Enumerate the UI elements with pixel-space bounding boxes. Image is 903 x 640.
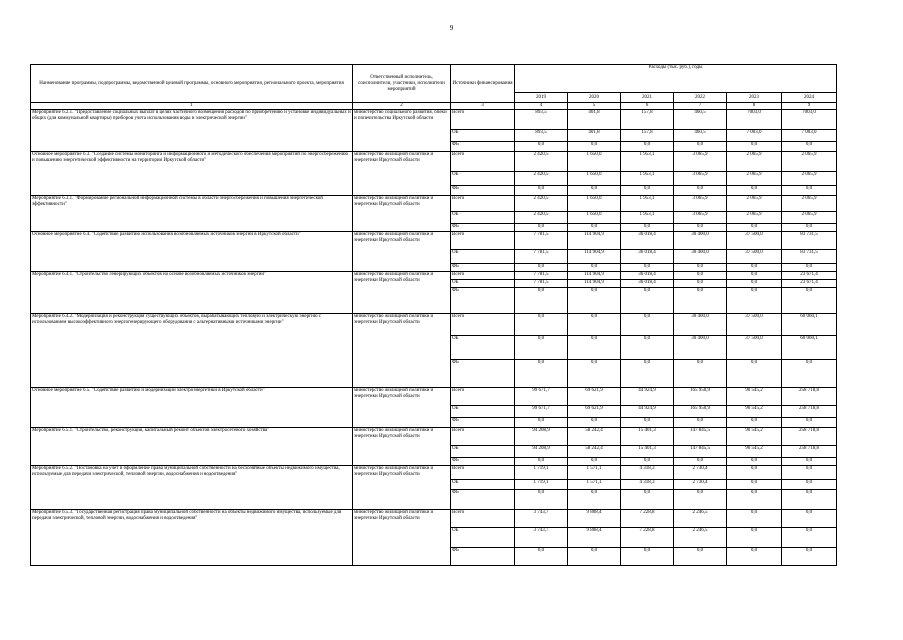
expense-value: 30 400,0 [674,336,727,360]
expense-value: 114 904,9 [568,232,621,250]
activity-name: Мероприятие 6.5.1. "Строительство, реконструкция, капитальный ремонт объектов электросетевого хозяйства" [31,428,353,466]
expense-value: 15 401,3 [621,428,674,446]
expense-value: 0,0 [568,264,621,272]
expense-value: 36 018,4 [621,232,674,250]
expense-value: 0,0 [674,186,727,196]
expense-value: 0,0 [568,490,621,510]
expense-value: 0,0 [727,280,782,288]
expense-value: 2 246,5 [674,510,727,528]
expense-value: 7 781,5 [515,280,568,288]
table-row [31,196,837,212]
responsible-executor: министерство социального развития, опеки и попечительства Иркутской области [353,110,451,152]
expense-value: 0,0 [782,548,837,566]
expense-value: 0,0 [515,490,568,510]
expense-value: 0,0 [727,142,782,152]
funding-source: ФБ [451,360,515,388]
header-year-2022: 2022 [674,93,727,103]
expense-value: 1 571,1 [568,480,621,490]
funding-source: ФБ [451,490,515,510]
responsible-executor: министерство жилищной политики и энергетики Иркутской области [353,428,451,466]
funding-source: Всего [451,388,515,406]
expense-value: 165 950,9 [674,388,727,406]
expense-value: 0,0 [782,510,837,528]
expense-value: 0,0 [568,224,621,232]
table-row [31,466,837,480]
column-number: 4 [515,103,568,110]
expense-value: 15 401,3 [621,446,674,458]
expense-value: 0,0 [515,548,568,566]
expense-value: 157,8 [621,130,674,142]
expense-value: 0,0 [621,548,674,566]
expense-value: 0,0 [515,314,568,336]
funding-source: ОБ [451,212,515,224]
header-year-2020: 2020 [568,93,621,103]
expense-value: 94 208,9 [515,446,568,458]
expense-value: 1 650,0 [568,152,621,172]
expense-value: 7 003,0 [782,130,837,142]
expense-value: 0,0 [782,480,837,490]
expense-value: 0,0 [727,480,782,490]
expense-value: 7 228,8 [621,528,674,548]
expense-value: 0,0 [515,288,568,314]
expense-value: 44 924,9 [621,406,674,418]
column-number: 8 [727,103,782,110]
expense-value: 0,0 [674,360,727,388]
expense-value: 0,0 [515,336,568,360]
funding-source: ОБ [451,280,515,288]
expense-value: 2 065,9 [782,212,837,224]
funding-source: ОБ [451,250,515,264]
expense-value: 0,0 [515,418,568,428]
expense-value: 0,0 [727,548,782,566]
expense-value: 0,0 [568,458,621,466]
expense-value: 0,0 [621,142,674,152]
expense-value: 2 420,5 [515,196,568,212]
expense-value: 2 730,4 [674,480,727,490]
expense-value: 0,0 [621,360,674,388]
expense-value: 23 671,4 [782,280,837,288]
expense-value: 114 904,9 [568,250,621,264]
expense-value: 2 730,4 [674,466,727,480]
expense-value: 0,0 [782,458,837,466]
expense-value: 0,0 [727,264,782,272]
expense-value: 37 500,0 [727,336,782,360]
funding-source: ФБ [451,548,515,566]
expense-value: 3 065,9 [674,152,727,172]
expense-value: 2 065,9 [782,152,837,172]
expense-value: 4 318,3 [621,480,674,490]
table-row [31,388,837,406]
expense-value: 0,0 [515,458,568,466]
expense-value: 0,0 [621,224,674,232]
expense-value: 0,0 [727,466,782,480]
page-number: 9 [449,24,454,32]
expense-value: 7 781,5 [515,272,568,280]
funding-source: Всего [451,110,515,130]
responsible-executor: министерство жилищной политики и энергетики Иркутской области [353,232,451,272]
header-year-2024: 2024 [782,93,837,103]
expense-value: 0,0 [727,490,782,510]
expense-value: 258 718,8 [782,406,837,418]
expense-value: 30 400,0 [674,232,727,250]
funding-source: ОБ [451,130,515,142]
funding-source: ОБ [451,406,515,418]
expense-value: 258 718,8 [782,446,837,458]
expense-value: 2 420,5 [515,152,568,172]
funding-source: ФБ [451,418,515,428]
expense-value: 90 545,2 [727,446,782,458]
expense-value: 114 904,9 [568,272,621,280]
expense-value: 157,8 [621,110,674,130]
table-header [31,65,837,110]
expense-value: 0,0 [782,186,837,196]
expense-value: 165 950,9 [674,406,727,418]
responsible-executor: министерство жилищной политики и энергетики Иркутской области [353,196,451,232]
expense-value: 9 808,4 [568,528,621,548]
expense-value: 60 060,1 [782,314,837,336]
funding-source: ФБ [451,142,515,152]
expense-value: 0,0 [727,186,782,196]
expense-value: 258 718,8 [782,388,837,406]
activity-name: Мероприятие 6.5.3. "Государственная регистрация права муниципальной собственности на объекты недвижимого имущества, используемые для передачи электрической, тепловой энергии, водоснабжения и водоотведения" [31,510,353,566]
expense-value: 0,0 [782,418,837,428]
header-year-2019: 2019 [515,93,568,103]
table-row [31,510,837,528]
expense-value: 0,0 [674,142,727,152]
header-year-2021: 2021 [621,93,674,103]
expense-value: 0,0 [515,224,568,232]
expense-value: 2 246,5 [674,528,727,548]
expense-value: 90 545,2 [727,406,782,418]
expense-value: 0,0 [621,490,674,510]
expense-value: 0,0 [568,142,621,152]
expense-value: 69 621,9 [568,406,621,418]
activity-name: Мероприятие 6.4.2. "Модернизация и реконструкция существующих объектов, вырабатывающих тепловую и электрическую энергию с использованием высокоэффективного энергогенерирующего оборудования с альтернативными источниками энергии" [31,314,353,388]
header-responsible: Ответственный исполнитель, соисполнители, участники, исполнители мероприятий [353,65,451,103]
responsible-executor: министерство жилищной политики и энергетики Иркутской области [353,152,451,196]
expense-value: 7 781,5 [515,232,568,250]
expense-value: 9 808,4 [568,510,621,528]
expense-value: 23 671,4 [782,272,837,280]
funding-source: ОБ [451,480,515,490]
expense-value: 2 065,9 [782,172,837,186]
responsible-executor: министерство жилищной политики и энергетики Иркутской области [353,466,451,510]
expense-value: 7 003,0 [727,130,782,142]
expense-value: 0,0 [727,272,782,280]
expense-value: 3 065,9 [674,196,727,212]
responsible-executor: министерство жилищной политики и энергетики Иркутской области [353,314,451,388]
expense-value: 1 650,0 [568,196,621,212]
expense-value: 37 500,0 [727,314,782,336]
funding-source: Всего [451,466,515,480]
expense-value: 0,0 [782,264,837,272]
expense-value: 0,0 [568,360,621,388]
expense-value: 1 719,1 [515,466,568,480]
funding-source: Всего [451,428,515,446]
expense-value: 3 065,9 [674,172,727,186]
expense-value: 7003,0 [782,110,837,130]
responsible-executor: министерство жилищной политики и энергетики Иркутской области [353,272,451,314]
header-name: Наименование программы, подпрограммы, ведомственной целевой программы, основного мероприятия, регионального проекта, мероприятия [31,65,353,103]
expense-value: 0,0 [782,490,837,510]
funding-source: Всего [451,314,515,336]
expense-value: 0,0 [621,418,674,428]
expense-value: 0,0 [621,458,674,466]
funding-source: ОБ [451,528,515,548]
expense-value: 2 065,9 [782,196,837,212]
expense-value: 147 845,5 [674,428,727,446]
expense-value: 1 953,1 [621,152,674,172]
expense-value: 44 924,9 [621,388,674,406]
column-number: 9 [782,103,837,110]
funding-source: Всего [451,196,515,212]
expense-value: 0,0 [782,360,837,388]
expense-value: 2 065,9 [727,172,782,186]
activity-name: Основное мероприятие 6.5. "Содействие развитию и модернизации электроэнергетики в Иркутской области" [31,388,353,428]
expense-value: 0,0 [727,528,782,548]
budget-table [30,64,837,566]
column-number: 7 [674,103,727,110]
expense-value: 36 018,4 [621,250,674,264]
expense-value: 30 400,0 [674,250,727,264]
expense-value: 0,0 [782,528,837,548]
funding-source: ФБ [451,288,515,314]
expense-value: 0,0 [568,186,621,196]
funding-source: ФБ [451,224,515,232]
expense-value: 147 845,5 [674,446,727,458]
funding-source: Всего [451,272,515,280]
expense-value: 7 781,5 [515,250,568,264]
expense-value: 37 500,0 [727,250,782,264]
column-number: 5 [568,103,621,110]
expense-value: 0,0 [727,510,782,528]
expense-value: 1 953,1 [621,196,674,212]
expense-value: 0,0 [621,288,674,314]
expense-value: 1 953,1 [621,172,674,186]
funding-source: Всего [451,152,515,172]
activity-name: Мероприятие 6.2.1. "Предоставление социальных выплат в целях частичного возмещения расходов по приобретению и установке индивидуальных и общих (для коммунальной квартиры) приборов учета использования воды и электрической энергии" [31,110,353,152]
expense-value: 0,0 [515,186,568,196]
expense-value: 893,5 [515,110,568,130]
expense-value: 0,0 [674,490,727,510]
expense-value: 90 545,2 [727,388,782,406]
expense-value: 7 228,8 [621,510,674,528]
expense-value: 30 400,0 [674,314,727,336]
expense-value: 0,0 [727,458,782,466]
column-number: 2 [353,103,451,110]
header-year-2023: 2023 [727,93,782,103]
expense-value: 0,0 [674,264,727,272]
expense-value: 99 671,7 [515,406,568,418]
funding-source: ФБ [451,458,515,466]
expense-value: 2 420,5 [515,212,568,224]
expense-value: 36 018,4 [621,272,674,280]
expense-value: 58 242,4 [568,428,621,446]
expense-value: 2 065,9 [727,152,782,172]
expense-value: 0,0 [782,142,837,152]
funding-source: Всего [451,232,515,250]
expense-value: 58 242,4 [568,446,621,458]
expense-value: 0,0 [674,288,727,314]
expense-value: 0,0 [674,418,727,428]
expense-value: 0,0 [515,360,568,388]
expense-value: 460,5 [674,110,727,130]
expense-value: 36 018,4 [621,280,674,288]
expense-value: 0,0 [674,272,727,280]
table-row [31,110,837,130]
funding-source: ОБ [451,446,515,458]
responsible-executor: министерство жилищной политики и энергетики Иркутской области [353,388,451,428]
expense-value: 3 743,7 [515,528,568,548]
expense-value: 2 065,9 [727,196,782,212]
expense-value: 83 731,5 [782,232,837,250]
expense-value: 2 420,5 [515,172,568,186]
expense-value: 0,0 [515,142,568,152]
funding-source: ОБ [451,336,515,360]
column-number: 6 [621,103,674,110]
expense-value: 0,0 [568,336,621,360]
expense-value: 0,0 [621,264,674,272]
expense-value: 1 571,1 [568,466,621,480]
activity-name: Мероприятие 6.5.2. "Постановка на учет и оформление права муниципальной собственности на бесхозяйные объекты недвижимого имущества, используемые для передачи электрической, тепловой энергии, водоснабжения и водоотведения" [31,466,353,510]
expense-value: 69 621,9 [568,388,621,406]
expense-value: 401,8 [568,110,621,130]
funding-source: Всего [451,510,515,528]
expense-value: 0,0 [674,548,727,566]
expense-value: 893,5 [515,130,568,142]
activity-name: Основное мероприятие 6.3. "Создание системы мониторинга и информационного и методического обеспечения мероприятий по энергосбережению и повышению энергетической эффективности на территории Иркутской области" [31,152,353,196]
expense-value: 2 065,9 [727,212,782,224]
expense-value: 0,0 [727,224,782,232]
header-column-numbers [31,103,837,110]
expense-value: 1 953,1 [621,212,674,224]
expense-value: 4 318,3 [621,466,674,480]
expense-value: 7003,0 [727,110,782,130]
expense-value: 0,0 [727,360,782,388]
expense-value: 94 208,9 [515,428,568,446]
header-expenses: Расходы (тыс. руб.), годы [515,65,837,93]
expense-value: 99 671,7 [515,388,568,406]
expense-value: 0,0 [727,418,782,428]
expense-value: 0,0 [621,186,674,196]
expense-value: 0,0 [674,224,727,232]
funding-source: ФБ [451,264,515,272]
expense-value: 0,0 [782,224,837,232]
table-body [31,110,837,566]
expense-value: 0,0 [621,314,674,336]
expense-value: 401,8 [568,130,621,142]
table-row [31,232,837,250]
funding-source: ОБ [451,172,515,186]
activity-name: Мероприятие 6.4.1. "Строительство генерирующих объектов на основе возобновляемых источников энергии" [31,272,353,314]
expense-value: 114 904,9 [568,280,621,288]
expense-value: 460,5 [674,130,727,142]
expense-value: 0,0 [727,288,782,314]
expense-value: 0,0 [568,314,621,336]
table-row [31,152,837,172]
expense-value: 0,0 [674,458,727,466]
activity-name: Основное мероприятие 6.4. "Содействие развитию использования возобновляемых источников энергии в Иркутской области" [31,232,353,272]
expense-value: 1 650,0 [568,212,621,224]
expense-value: 3 743,7 [515,510,568,528]
column-number: 3 [451,103,515,110]
funding-source: ФБ [451,186,515,196]
expense-value: 0,0 [782,466,837,480]
expense-value: 60 060,1 [782,336,837,360]
table-row [31,314,837,336]
column-number: 1 [31,103,353,110]
activity-name: Мероприятие 6.3.1. "Формирование региональной информационной системы в области энергосбережения и повышения энергетической эффективности" [31,196,353,232]
expense-value: 37 500,0 [727,232,782,250]
responsible-executor: министерство жилищной политики и энергетики Иркутской области [353,510,451,566]
header-source: Источники финансирования [451,65,515,103]
expense-value: 90 545,2 [727,428,782,446]
table-row [31,428,837,446]
expense-value: 0,0 [674,280,727,288]
expense-value: 1 719,1 [515,480,568,490]
expense-value: 0,0 [621,336,674,360]
expense-value: 0,0 [568,548,621,566]
expense-value: 258 718,8 [782,428,837,446]
expense-value: 0,0 [515,264,568,272]
expense-value: 0,0 [782,288,837,314]
expense-value: 1 650,0 [568,172,621,186]
expense-value: 0,0 [568,288,621,314]
expense-value: 83 731,5 [782,250,837,264]
expense-value: 0,0 [568,418,621,428]
table-row [31,272,837,280]
expense-value: 3 065,9 [674,212,727,224]
